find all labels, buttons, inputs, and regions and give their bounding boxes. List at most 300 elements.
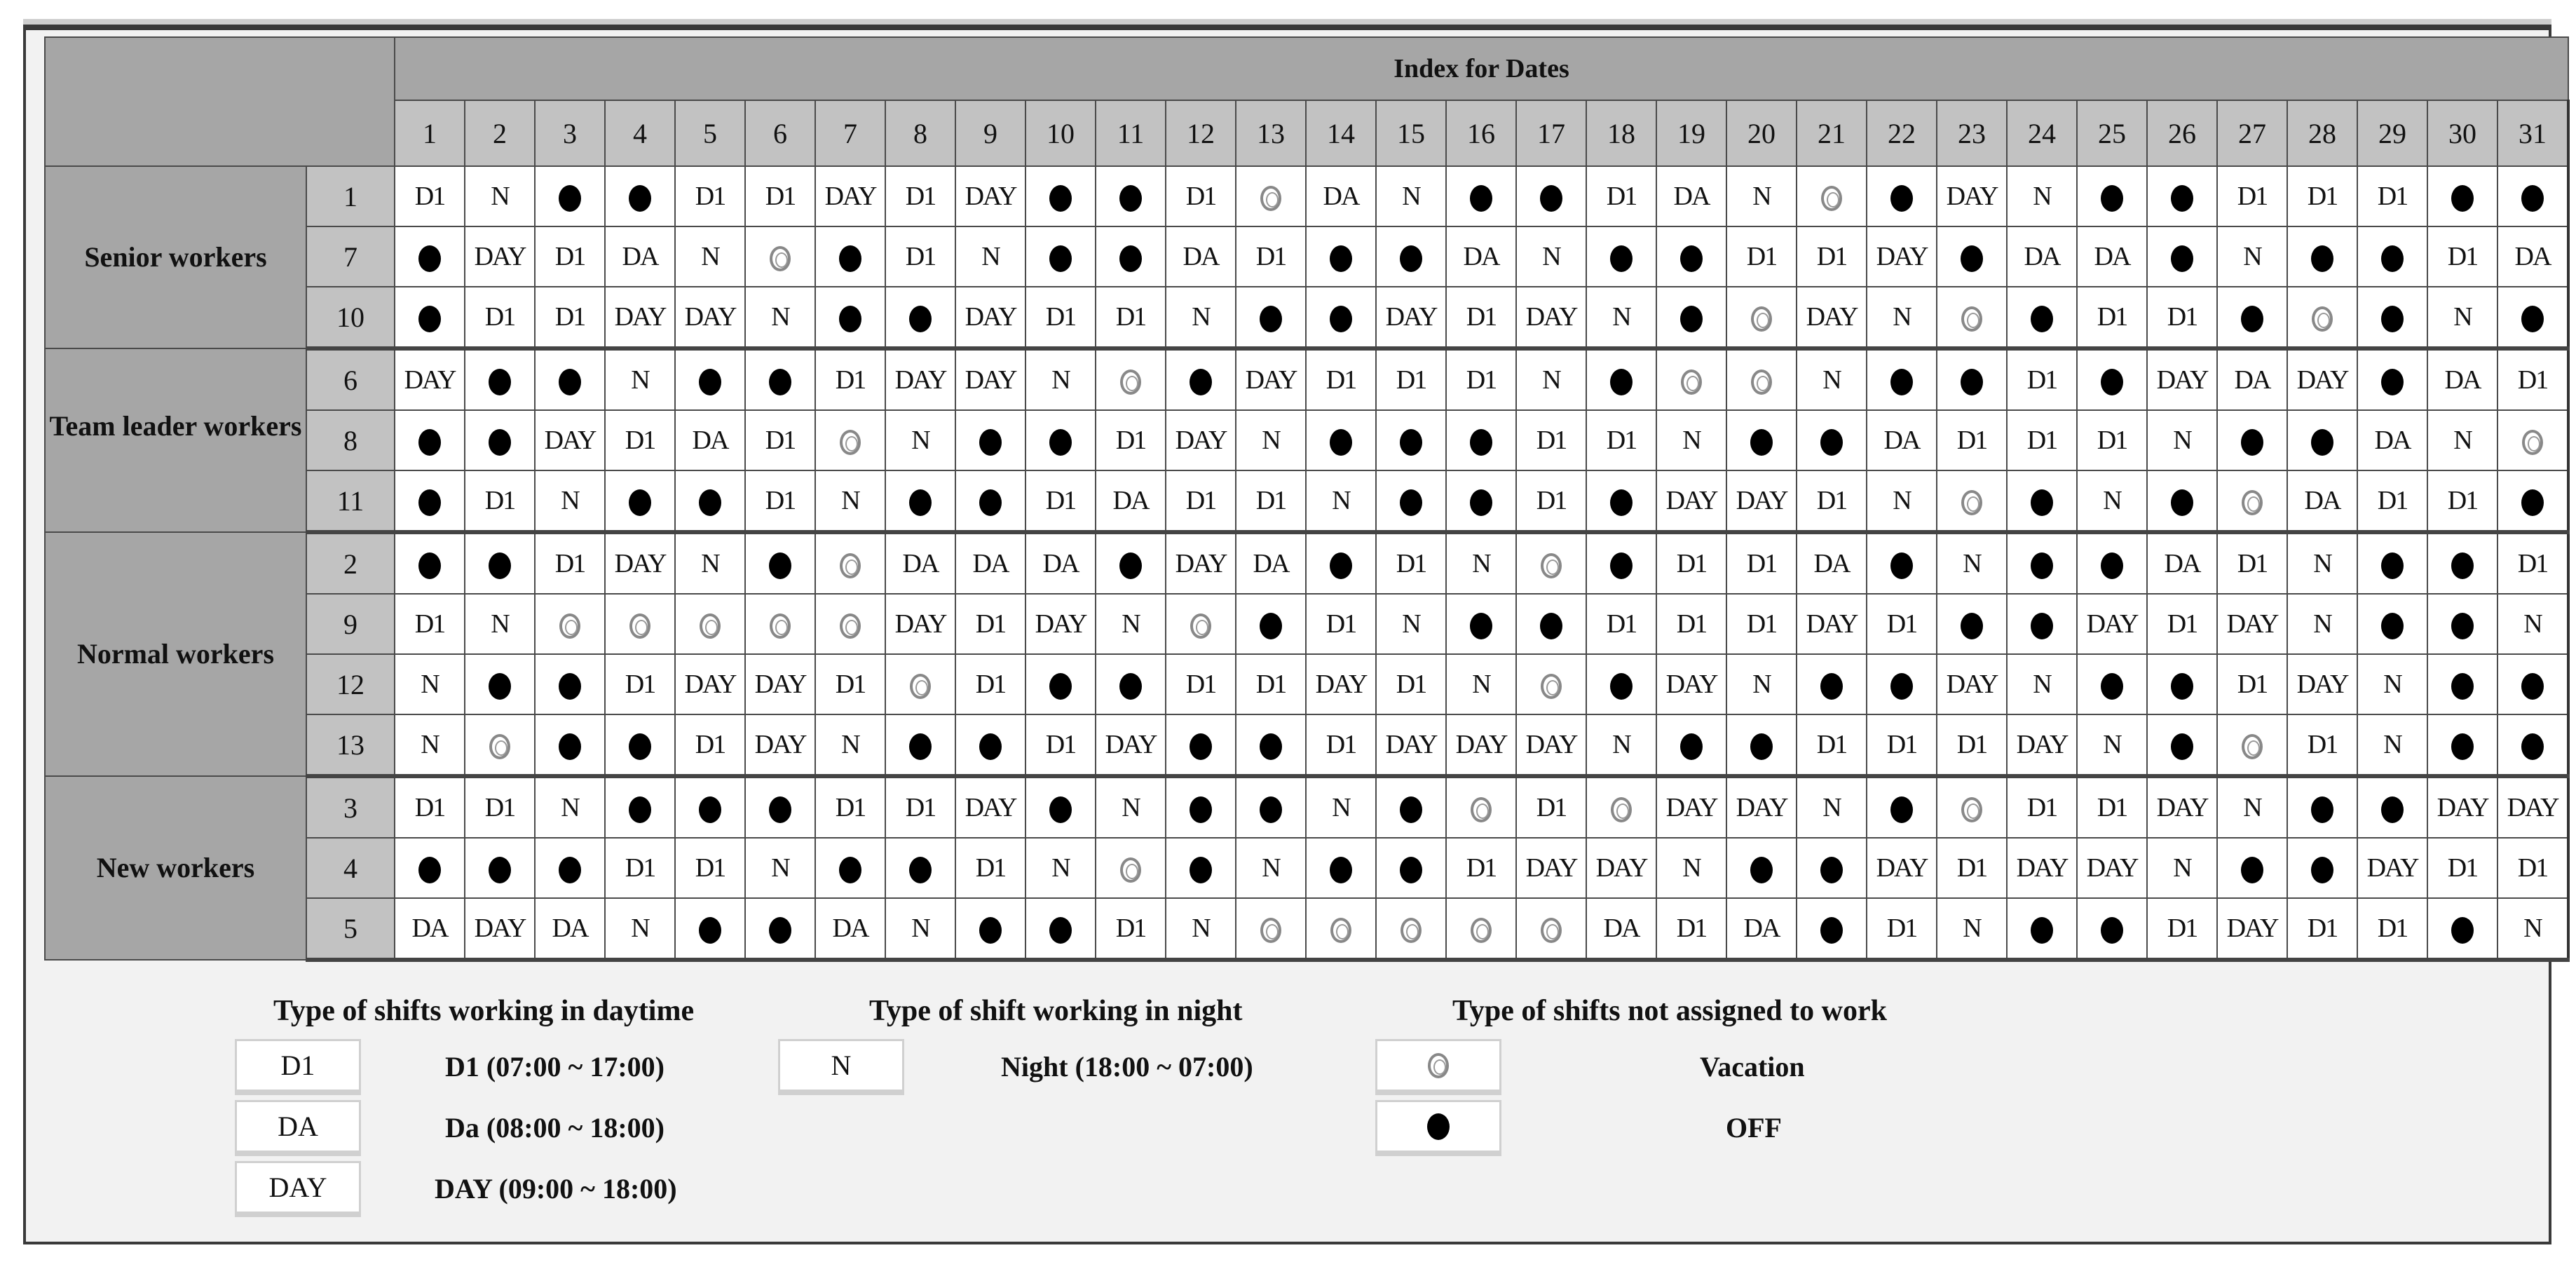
shift-cell: N: [2007, 654, 2077, 714]
shift-cell: DA: [2007, 226, 2077, 287]
shift-cell: N: [1306, 776, 1376, 838]
shift-cell: DAY: [1726, 776, 1797, 838]
shift-cell-off: [395, 532, 465, 594]
off-icon: [979, 733, 1002, 760]
shift-cell-off: [2427, 532, 2497, 594]
shift-cell-off: [955, 470, 1025, 532]
shift-cell-off: [1096, 226, 1166, 287]
corner-header: [45, 37, 395, 166]
off-icon: [699, 917, 721, 944]
shift-cell: D1: [1797, 226, 1867, 287]
shift-cell: D1: [675, 838, 745, 898]
off-icon: [2171, 245, 2193, 272]
off-icon: [2521, 306, 2544, 332]
shift-cell: D1: [1726, 532, 1797, 594]
shift-cell: DA: [1797, 532, 1867, 594]
off-icon: [979, 489, 1002, 516]
shift-cell: N: [1656, 410, 1726, 470]
off-icon: [909, 306, 932, 332]
off-icon: [1260, 733, 1282, 760]
shift-cell: DA: [1446, 226, 1516, 287]
shift-cell-off: [815, 226, 885, 287]
shift-cell: D1: [1797, 714, 1867, 776]
shift-cell-off: [605, 470, 675, 532]
shift-cell-off: [395, 410, 465, 470]
shift-cell: N: [2007, 166, 2077, 226]
shift-cell: D1: [1096, 898, 1166, 960]
shift-cell: D1: [2147, 898, 2217, 960]
shift-cell: D1: [2217, 654, 2287, 714]
shift-cell: D1: [1937, 838, 2007, 898]
shift-cell: N: [1306, 470, 1376, 532]
shift-cell: DAY: [955, 348, 1025, 410]
shift-cell: D1: [1025, 470, 1096, 532]
date-header-25: 25: [2077, 100, 2147, 166]
shift-cell-off: [2007, 898, 2077, 960]
shift-cell-off: [395, 287, 465, 348]
off-icon: [2101, 917, 2123, 944]
shift-cell-off: [1166, 714, 1236, 776]
legend-daytime-heading: Type of shifts working in daytime: [273, 995, 695, 1027]
off-icon: [2381, 613, 2404, 639]
shift-cell-off: [465, 838, 535, 898]
vacation-icon: [489, 734, 510, 759]
off-icon: [1961, 369, 1983, 395]
shift-cell-off: [1166, 838, 1236, 898]
shift-cell-off: [2217, 287, 2287, 348]
shift-cell-off: [1376, 410, 1446, 470]
shift-cell-off: [465, 654, 535, 714]
shift-cell: DAY: [605, 287, 675, 348]
shift-cell: D1: [2007, 410, 2077, 470]
off-icon: [1119, 245, 1142, 272]
shift-cell: DAY: [2077, 594, 2147, 654]
shift-cell: DAY: [1797, 287, 1867, 348]
shift-cell-off: [885, 470, 955, 532]
shift-cell: DAY: [1096, 714, 1166, 776]
shift-cell: DA: [2217, 348, 2287, 410]
shift-cell: N: [675, 226, 745, 287]
off-icon: [2241, 429, 2263, 456]
off-icon: [1540, 613, 1562, 639]
off-icon: [559, 857, 581, 883]
shift-cell: D1: [395, 594, 465, 654]
shift-cell: D1: [2217, 532, 2287, 594]
schedule-body: [45, 166, 2568, 960]
shift-cell-off: [2497, 470, 2568, 532]
date-header-13: 13: [1236, 100, 1306, 166]
shift-cell-off: [2287, 776, 2357, 838]
shift-cell-off: [1025, 226, 1096, 287]
shift-cell: DAY: [1516, 287, 1586, 348]
shift-cell: DAY: [535, 410, 605, 470]
off-icon: [2031, 917, 2053, 944]
off-icon: [2381, 245, 2404, 272]
shift-cell: D1: [2357, 470, 2427, 532]
shift-cell: D1: [1166, 166, 1236, 226]
shift-cell: DA: [2497, 226, 2568, 287]
shift-cell-off: [1306, 287, 1376, 348]
shift-cell: D1: [2077, 410, 2147, 470]
shift-cell-off: [1797, 838, 1867, 898]
worker-id: 2: [306, 532, 395, 594]
off-icon: [489, 857, 511, 883]
off-icon: [1190, 733, 1212, 760]
vacation-icon: [1541, 918, 1562, 943]
shift-cell: D1: [1446, 287, 1516, 348]
shift-cell-off: [605, 714, 675, 776]
shift-cell-off: [1096, 654, 1166, 714]
vacation-icon: [2242, 490, 2263, 515]
off-icon: [1470, 185, 1492, 212]
shift-cell: D1: [955, 654, 1025, 714]
shift-cell-off: [1656, 287, 1726, 348]
shift-cell-off: [535, 838, 605, 898]
off-icon: [1330, 857, 1352, 883]
shift-cell: DA: [815, 898, 885, 960]
off-icon: [1820, 673, 1843, 700]
worker-id: 10: [306, 287, 395, 348]
shift-cell: D1: [465, 287, 535, 348]
shift-cell: D1: [2007, 348, 2077, 410]
vacation-icon: [559, 613, 580, 639]
shift-cell: DAY: [1656, 470, 1726, 532]
shift-cell: N: [1096, 776, 1166, 838]
shift-cell: DAY: [2497, 776, 2568, 838]
off-icon: [1890, 796, 1913, 823]
shift-cell-off: [1726, 714, 1797, 776]
worker-row: [45, 776, 2568, 838]
legend-off-description: OFF: [1726, 1112, 1782, 1144]
vacation-icon: [1428, 1053, 1449, 1078]
shift-cell: N: [2357, 714, 2427, 776]
shift-cell-off: [955, 714, 1025, 776]
vacation-icon: [2312, 306, 2333, 332]
shift-cell-off: [2287, 838, 2357, 898]
shift-cell: D1: [1096, 410, 1166, 470]
off-icon: [1400, 489, 1422, 516]
shift-cell: D1: [2497, 838, 2568, 898]
off-icon: [839, 857, 861, 883]
shift-cell: D1: [1376, 348, 1446, 410]
shift-cell: DAY: [745, 654, 815, 714]
off-icon: [909, 489, 932, 516]
shift-cell: D1: [815, 348, 885, 410]
legend-day-swatch: DAY: [235, 1161, 361, 1217]
shift-cell: D1: [2427, 838, 2497, 898]
shift-cell: N: [1797, 776, 1867, 838]
date-header-8: 8: [885, 100, 955, 166]
shift-cell-off: [1236, 594, 1306, 654]
shift-cell-off: [1867, 166, 1937, 226]
shift-cell-off: [2007, 470, 2077, 532]
shift-cell: N: [1797, 348, 1867, 410]
shift-cell-off: [2357, 287, 2427, 348]
shift-cell: D1: [465, 470, 535, 532]
off-icon: [699, 796, 721, 823]
off-icon: [1750, 733, 1773, 760]
shift-cell-vacation: [2497, 410, 2568, 470]
vacation-icon: [1961, 490, 1982, 515]
shift-cell: D1: [1586, 410, 1656, 470]
shift-cell-vacation: [1516, 654, 1586, 714]
shift-cell-off: [1096, 166, 1166, 226]
shift-cell: DAY: [1867, 838, 1937, 898]
shift-cell: D1: [1656, 532, 1726, 594]
off-icon: [2451, 552, 2474, 579]
off-icon: [489, 369, 511, 395]
off-icon: [1119, 673, 1142, 700]
shift-cell-off: [745, 348, 815, 410]
vacation-icon: [840, 553, 861, 578]
shift-cell: DAY: [465, 898, 535, 960]
shift-cell: N: [535, 776, 605, 838]
shift-cell: DAY: [2427, 776, 2497, 838]
shift-cell-off: [395, 470, 465, 532]
shift-cell-off: [2077, 898, 2147, 960]
shift-cell-vacation: [745, 226, 815, 287]
worker-id: 3: [306, 776, 395, 838]
shift-cell-off: [2427, 898, 2497, 960]
shift-cell-vacation: [1236, 898, 1306, 960]
vacation-icon: [1541, 553, 1562, 578]
shift-cell-off: [1937, 348, 2007, 410]
date-header-21: 21: [1797, 100, 1867, 166]
off-icon: [2381, 552, 2404, 579]
shift-cell-vacation: [605, 594, 675, 654]
shift-cell-off: [1937, 594, 2007, 654]
shift-cell: D1: [605, 838, 675, 898]
vacation-icon: [1751, 369, 1772, 395]
shift-cell: N: [2497, 898, 2568, 960]
shift-cell: DAY: [465, 226, 535, 287]
off-icon: [769, 796, 791, 823]
off-icon: [1049, 185, 1072, 212]
off-icon: [2311, 857, 2333, 883]
worker-row: [45, 410, 2568, 470]
shift-cell: DA: [2287, 470, 2357, 532]
shift-cell: DAY: [2217, 898, 2287, 960]
shift-cell: D1: [745, 470, 815, 532]
shift-cell-off: [2427, 714, 2497, 776]
shift-cell: D1: [1797, 470, 1867, 532]
off-icon: [2241, 857, 2263, 883]
off-icon: [1470, 429, 1492, 456]
off-icon: [2521, 673, 2544, 700]
off-icon: [1750, 857, 1773, 883]
shift-cell-off: [2147, 654, 2217, 714]
date-header-6: 6: [745, 100, 815, 166]
date-header-22: 22: [1867, 100, 1937, 166]
shift-cell: DAY: [2007, 714, 2077, 776]
shift-cell-off: [1306, 226, 1376, 287]
shift-cell: N: [1096, 594, 1166, 654]
shift-cell: DAY: [395, 348, 465, 410]
shift-cell: N: [2217, 776, 2287, 838]
off-icon: [1427, 1113, 1450, 1140]
shift-cell: DAY: [1236, 348, 1306, 410]
window-top-bar: [23, 19, 2551, 25]
off-icon: [489, 552, 511, 579]
shift-cell: N: [1867, 287, 1937, 348]
off-icon: [769, 552, 791, 579]
shift-cell: DAY: [2007, 838, 2077, 898]
legend-vacation-description: Vacation: [1700, 1051, 1805, 1083]
shift-cell: N: [1867, 470, 1937, 532]
date-header-3: 3: [535, 100, 605, 166]
shift-cell: DAY: [955, 287, 1025, 348]
shift-cell-off: [2427, 594, 2497, 654]
off-icon: [1610, 369, 1633, 395]
shift-cell: D1: [675, 166, 745, 226]
shift-cell: D1: [1726, 226, 1797, 287]
off-icon: [839, 306, 861, 332]
shift-cell: N: [1166, 898, 1236, 960]
off-icon: [979, 429, 1002, 456]
shift-cell-off: [605, 776, 675, 838]
shift-cell: D1: [535, 226, 605, 287]
shift-cell-off: [2147, 714, 2217, 776]
shift-cell-off: [2007, 532, 2077, 594]
shift-cell: N: [2427, 287, 2497, 348]
shift-cell-vacation: [1516, 898, 1586, 960]
off-icon: [1049, 917, 1072, 944]
shift-cell: D1: [1867, 594, 1937, 654]
shift-cell: DA: [885, 532, 955, 594]
shift-cell: N: [2427, 410, 2497, 470]
off-icon: [489, 429, 511, 456]
shift-cell-vacation: [1937, 470, 2007, 532]
shift-cell: DAY: [1306, 654, 1376, 714]
off-icon: [1400, 857, 1422, 883]
shift-cell-off: [955, 410, 1025, 470]
off-icon: [2101, 369, 2123, 395]
shift-cell: N: [1937, 532, 2007, 594]
off-icon: [1680, 733, 1703, 760]
off-icon: [1400, 429, 1422, 456]
date-header-29: 29: [2357, 100, 2427, 166]
shift-cell-off: [535, 166, 605, 226]
shift-cell: N: [1446, 654, 1516, 714]
vacation-icon: [1681, 369, 1702, 395]
shift-cell: D1: [1446, 838, 1516, 898]
legend-off-swatch: [1375, 1100, 1501, 1156]
off-icon: [2451, 613, 2474, 639]
date-header-5: 5: [675, 100, 745, 166]
off-icon: [1610, 552, 1633, 579]
shift-cell-off: [745, 776, 815, 838]
shift-cell-vacation: [815, 594, 885, 654]
vacation-icon: [1330, 918, 1351, 943]
shift-cell: DAY: [815, 166, 885, 226]
shift-cell: N: [1726, 654, 1797, 714]
off-icon: [418, 857, 441, 883]
shift-cell: DA: [1656, 166, 1726, 226]
date-header-19: 19: [1656, 100, 1726, 166]
legend-d1-description: D1 (07:00 ~ 17:00): [445, 1051, 665, 1083]
group-label: Senior workers: [45, 166, 306, 348]
shift-cell-vacation: [1656, 348, 1726, 410]
off-icon: [629, 733, 651, 760]
shift-cell-off: [465, 410, 535, 470]
shift-cell: DAY: [955, 166, 1025, 226]
shift-cell: D1: [2147, 594, 2217, 654]
legend-not-assigned-heading: Type of shifts not assigned to work: [1452, 995, 1887, 1027]
shift-cell-off: [1586, 470, 1656, 532]
shift-cell-off: [1025, 654, 1096, 714]
shift-cell: DAY: [1937, 166, 2007, 226]
shift-cell-off: [1306, 838, 1376, 898]
off-icon: [1330, 245, 1352, 272]
shift-cell: N: [815, 714, 885, 776]
date-header-28: 28: [2287, 100, 2357, 166]
shift-cell-off: [2147, 470, 2217, 532]
shift-cell-vacation: [2217, 714, 2287, 776]
worker-row: [45, 226, 2568, 287]
shift-cell: D1: [1586, 594, 1656, 654]
off-icon: [1400, 796, 1422, 823]
off-icon: [418, 552, 441, 579]
shift-cell: D1: [1656, 594, 1726, 654]
shift-cell: N: [1025, 838, 1096, 898]
date-header-1: 1: [395, 100, 465, 166]
shift-cell: N: [1586, 287, 1656, 348]
shift-cell: D1: [885, 166, 955, 226]
shift-cell: D1: [745, 166, 815, 226]
shift-cell: N: [1656, 838, 1726, 898]
vacation-icon: [1961, 797, 1982, 822]
shift-cell-off: [955, 898, 1025, 960]
shift-cell-vacation: [1446, 776, 1516, 838]
shift-cell-off: [535, 654, 605, 714]
shift-cell-off: [395, 838, 465, 898]
shift-cell-off: [1726, 410, 1797, 470]
off-icon: [2521, 733, 2544, 760]
off-icon: [909, 857, 932, 883]
off-icon: [559, 369, 581, 395]
vacation-icon: [1541, 674, 1562, 699]
vacation-icon: [910, 674, 931, 699]
off-icon: [1260, 306, 1282, 332]
off-icon: [1190, 369, 1212, 395]
group-label: New workers: [45, 776, 306, 960]
off-icon: [699, 369, 721, 395]
shift-cell-off: [2497, 287, 2568, 348]
off-icon: [1400, 245, 1422, 272]
vacation-icon: [770, 613, 791, 639]
shift-cell-vacation: [1586, 776, 1656, 838]
worker-id: 12: [306, 654, 395, 714]
vacation-icon: [1751, 306, 1772, 332]
off-icon: [2101, 673, 2123, 700]
shift-cell: D1: [1096, 287, 1166, 348]
shift-cell: D1: [815, 654, 885, 714]
shift-cell: D1: [2497, 348, 2568, 410]
shift-cell-vacation: [1797, 166, 1867, 226]
shift-cell: D1: [1516, 776, 1586, 838]
dates-header-title: Index for Dates: [395, 37, 2568, 100]
shift-cell-off: [1656, 226, 1726, 287]
shift-cell: D1: [885, 776, 955, 838]
worker-id: 7: [306, 226, 395, 287]
legend-night-heading: Type of shift working in night: [869, 995, 1243, 1027]
worker-id: 6: [306, 348, 395, 410]
off-icon: [1610, 489, 1633, 516]
off-icon: [2311, 796, 2333, 823]
vacation-icon: [1471, 918, 1492, 943]
date-header-11: 11: [1096, 100, 1166, 166]
shift-cell-off: [815, 287, 885, 348]
